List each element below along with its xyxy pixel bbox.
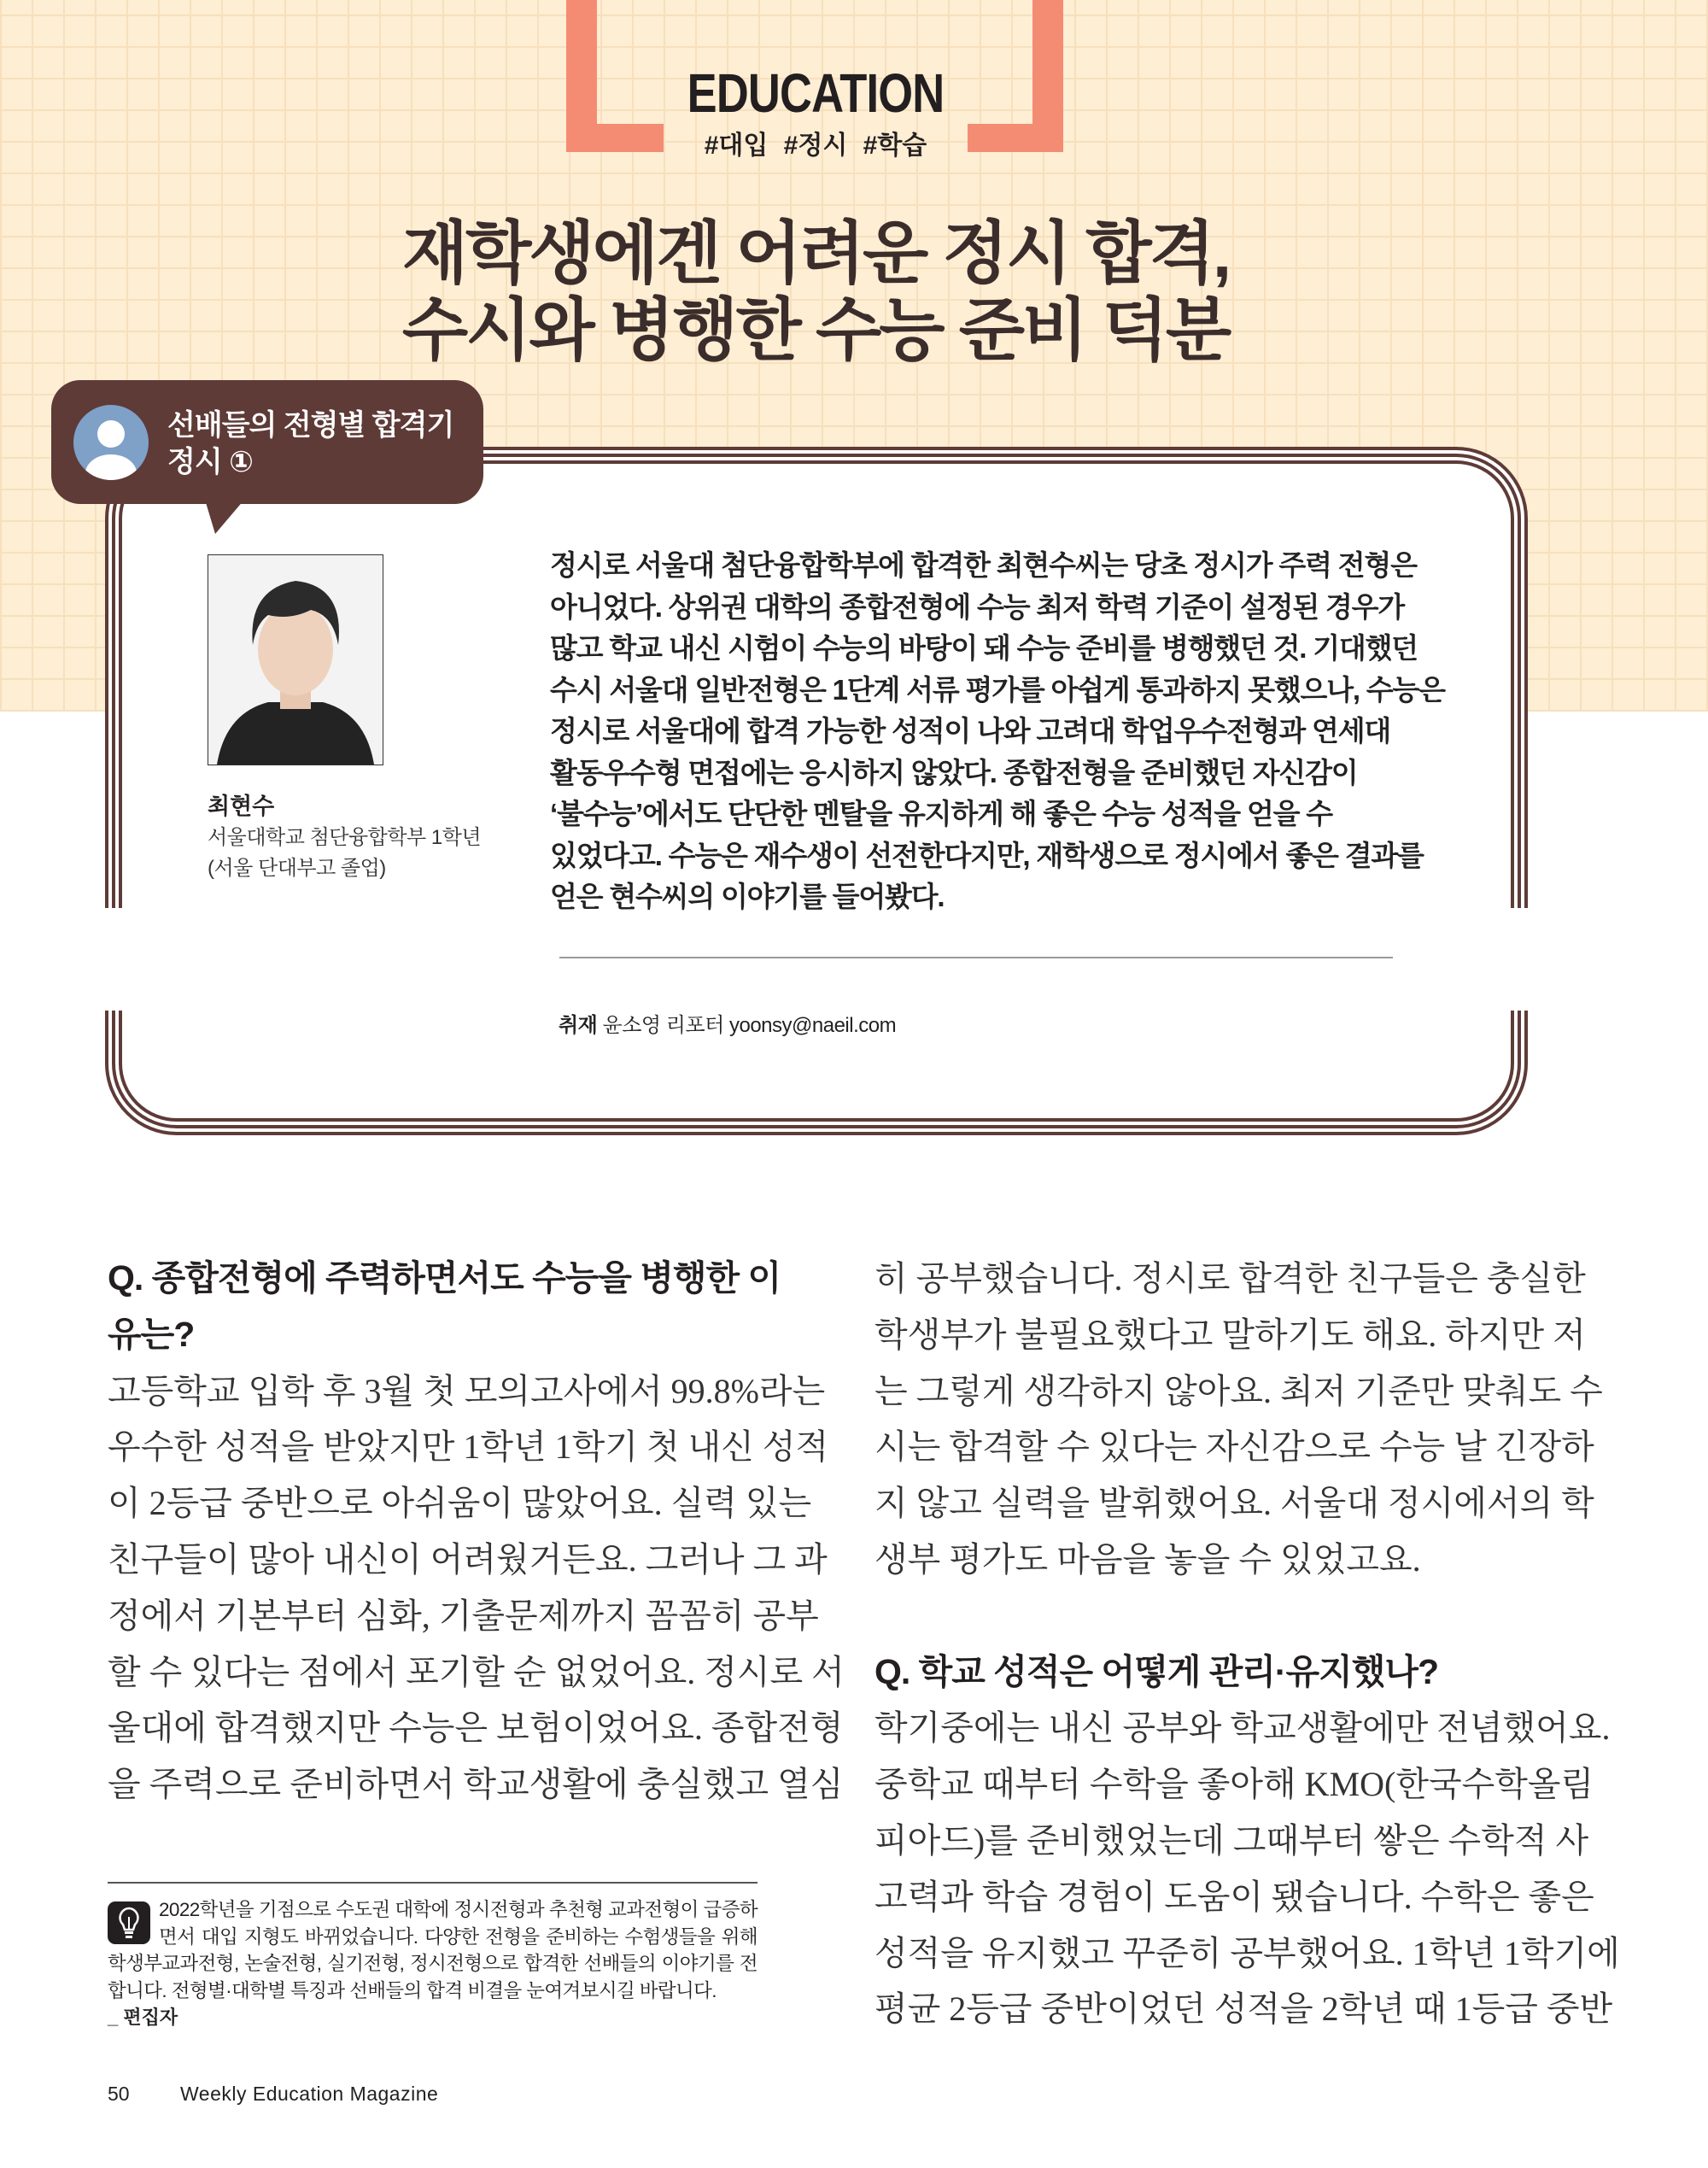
- answer-body: [874, 1251, 1603, 1588]
- text-line: 정시로 서울대에 합격 가능한 성적이 나와 고려대 학업우수전형과 연세대: [550, 715, 1391, 747]
- text-line: 아니었다. 상위권 대학의 종합전형에 수능 최저 학력 기준이 설정된 경우가: [550, 590, 1405, 623]
- text-line: 학생부가 불필요했다고 말하기도 해요. 하지만 저: [874, 1315, 1586, 1354]
- text-line: 성적을 유지했고 꾸준히 공부했어요. 1학년 1학기에: [874, 1933, 1620, 1972]
- profile-photo: [208, 554, 383, 765]
- text-line: 많고 학교 내신 시험이 수능의 바탕이 돼 수능 준비를 병행했던 것. 기대했던: [550, 632, 1418, 664]
- editor-note-line: 2022학년을 기점으로 수도권 대학에 정시전형과 추천형 교과전형이 급증하: [159, 1899, 757, 1920]
- section-tags: #대입 #정시 #학습: [704, 132, 927, 160]
- answer-body: [108, 1363, 845, 1813]
- credit-label: 취재: [559, 1014, 598, 1037]
- reporter-credit: [559, 1008, 896, 1038]
- text-line: 친구들이 많아 내신이 어려웠거든요. 그러나 그 과: [108, 1539, 828, 1579]
- question-line: Q. 종합전형에 주력하면서도 수능을 병행한 이: [108, 1258, 781, 1298]
- text-line: 활동우수형 면접에는 응시하지 않았다. 종합전형을 준비했던 자신감이: [550, 756, 1358, 788]
- text-line: 할 수 있다는 점에서 포기할 순 없었어요. 정시로 서: [108, 1652, 845, 1691]
- text-line: 시는 합격할 수 있다는 자신감으로 수능 날 긴장하: [874, 1427, 1594, 1467]
- footnote-divider: [108, 1882, 757, 1884]
- editor-note-line: 합니다. 전형별·대학별 특징과 선배들의 합격 비결을 눈여겨보시길 바랍니다.: [108, 1979, 717, 2001]
- answer-body: [874, 1700, 1620, 2037]
- profile-school: 서울대학교 첨단융합학부 1학년: [208, 826, 482, 849]
- right-column: [874, 1251, 1620, 2037]
- question-line: 유는?: [108, 1314, 195, 1354]
- question-heading: [108, 1251, 781, 1363]
- text-line: 학기중에는 내신 공부와 학교생활에만 전념했어요.: [874, 1708, 1611, 1748]
- text-line: 우수한 성적을 받았지만 1학년 1학기 첫 내신 성적: [108, 1427, 829, 1467]
- divider: [559, 957, 1393, 958]
- question-heading: Q. 학교 성적은 어떻게 관리·유지했나?: [874, 1651, 1439, 1691]
- page-number: 50: [108, 2083, 130, 2105]
- profile-previous-school: (서울 단대부고 졸업): [208, 857, 386, 880]
- text-line: 수시 서울대 일반전형은 1단계 서류 평가를 아쉽게 통과하지 못했으나, 수능은: [550, 673, 1445, 706]
- text-line: 고등학교 입학 후 3월 첫 모의고사에서 99.8%라는: [108, 1371, 826, 1410]
- text-line: 는 그렇게 생각하지 않아요. 최저 기준만 맞춰도 수: [874, 1371, 1603, 1410]
- headline-line-1: 재학생에겐 어려운 정시 합격,: [401, 215, 1230, 291]
- text-line: ‘불수능’에서도 단단한 멘탈을 유지하게 해 좋은 수능 성적을 얻을 수: [550, 798, 1332, 829]
- editor-note-line: 면서 대입 지형도 바뀌었습니다. 다양한 전형을 준비하는 수험생들을 위해: [159, 1925, 757, 1948]
- credit-text: 윤소영 리포터 yoonsy@naeil.com: [597, 1014, 897, 1037]
- text-line: 평균 2등급 중반이었던 성적을 2학년 때 1등급 중반: [874, 1989, 1613, 2029]
- profile-name: 최현수: [208, 794, 275, 819]
- text-line: 울대에 합격했지만 수능은 보험이었어요. 종합전형: [108, 1708, 844, 1748]
- user-avatar-icon: [73, 405, 149, 480]
- text-line: 생부 평가도 마음을 놓을 수 있었고요.: [874, 1539, 1421, 1579]
- text-line: 피아드)를 준비했었는데 그때부터 쌓은 수학적 사: [874, 1820, 1589, 1860]
- editor-note: [108, 1896, 757, 2031]
- spacer: [874, 1588, 1524, 1644]
- text-line: 지 않고 실력을 발휘했어요. 서울대 정시에서의 학: [874, 1484, 1594, 1523]
- editor-note-line: 학생부교과전형, 논술전형, 실기전형, 정시전형으로 합격한 선배들의 이야기를 전: [108, 1953, 757, 1974]
- left-column: [108, 1251, 845, 1813]
- magazine-name: Weekly Education Magazine: [180, 2083, 439, 2105]
- text-line: 중학교 때부터 수학을 좋아해 KMO(한국수학올림: [874, 1765, 1594, 1804]
- text-line: 정에서 기본부터 심화, 기출문제까지 꼼꼼히 공부: [108, 1596, 819, 1635]
- text-line: 고력과 학습 경험이 도움이 됐습니다. 수학은 좋은: [874, 1877, 1594, 1916]
- text-line: 히 공부했습니다. 정시로 합격한 친구들은 충실한: [874, 1259, 1586, 1298]
- intro-paragraph: [550, 545, 1445, 918]
- section-label: EDUCATION: [687, 62, 945, 124]
- editor-signature: _ 편집자: [108, 2007, 178, 2028]
- text-line: 있었다고. 수능은 재수생이 선전한다지만, 재학생으로 정시에서 좋은 결과를: [550, 839, 1424, 871]
- series-badge-tail: [205, 500, 244, 534]
- series-subtitle: 정시 ①: [167, 446, 253, 478]
- headline-line-2: 수시와 병행한 수능 준비 덕분: [401, 292, 1230, 368]
- text-line: 을 주력으로 준비하면서 학교생활에 충실했고 열심: [108, 1765, 844, 1804]
- text-line: 정시로 서울대 첨단융합학부에 합격한 최현수씨는 당초 정시가 주력 전형은: [550, 549, 1417, 581]
- text-line: 이 2등급 중반으로 아쉬움이 많았어요. 실력 있는: [108, 1484, 812, 1523]
- series-title: 선배들의 전형별 합격기: [167, 409, 454, 442]
- text-line: 얻은 현수씨의 이야기를 들어봤다.: [550, 881, 945, 912]
